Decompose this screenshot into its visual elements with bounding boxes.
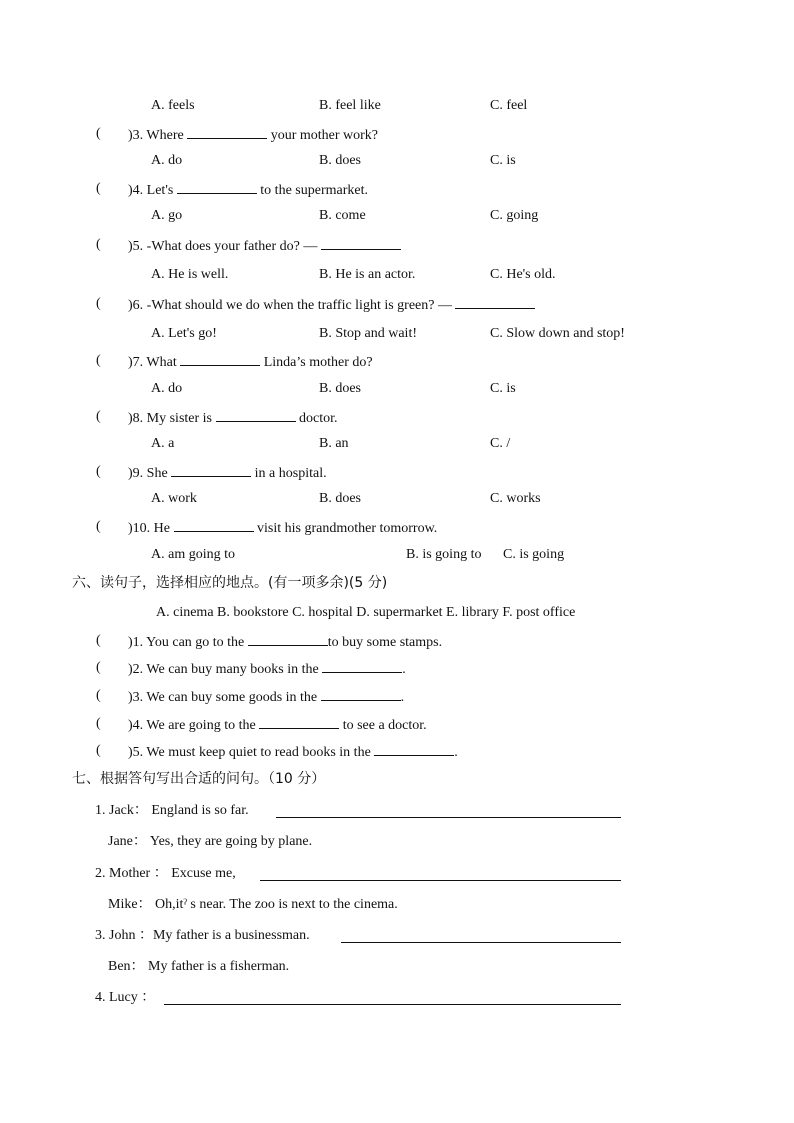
item-text: )3. We can buy some goods in the <box>128 690 318 705</box>
option-b: B. Stop and wait! <box>319 326 417 341</box>
answer-paren[interactable]: ( <box>96 519 101 534</box>
question-7 <box>128 353 373 371</box>
item-text: )4. We are going to the <box>128 718 256 733</box>
option-b: B. He is an actor. <box>319 267 416 282</box>
option-c: C. is going <box>503 547 565 562</box>
option-b: B. does <box>319 491 361 506</box>
q2-option-a: A. feels <box>151 98 195 113</box>
answer-paren[interactable]: ( <box>96 743 101 758</box>
dialogue-2-answer: Mike： Oh,itˀ s near. The zoo is next to the cinema. <box>108 897 398 912</box>
question-5 <box>128 237 401 255</box>
fill-blank[interactable] <box>374 743 454 756</box>
question-6 <box>128 296 535 314</box>
option-c: C. is <box>490 153 516 168</box>
item-text-end: . <box>454 745 458 760</box>
option-a: A. do <box>151 153 183 168</box>
option-c: C. works <box>490 491 541 506</box>
answer-paren[interactable]: ( <box>96 181 101 196</box>
option-c: C. Slow down and stop! <box>490 326 625 341</box>
option-a: A. He is well. <box>151 267 229 282</box>
dialogue-4-question: 4. Lucy ： <box>95 990 156 1005</box>
question-stem: )9. She <box>128 466 168 481</box>
section-7-title: 七、根据答句写出合适的问句。（10 分） <box>72 771 326 787</box>
section-6-title: 六、读句子，选择相应的地点。(有一项多余)(5 分) <box>72 575 388 591</box>
question-4 <box>128 181 368 199</box>
option-b: B. does <box>319 381 361 396</box>
fill-blank[interactable] <box>174 519 254 532</box>
answer-line[interactable] <box>276 817 621 818</box>
question-stem: )3. Where <box>128 128 184 143</box>
item-text-end: . <box>400 690 405 705</box>
item-text-end: . <box>402 662 406 677</box>
option-a: A. a <box>151 436 175 451</box>
answer-paren[interactable]: ( <box>96 660 101 675</box>
answer-paren[interactable]: ( <box>96 464 101 479</box>
question-stem: )7. What <box>128 355 177 370</box>
option-a: A. go <box>151 208 183 223</box>
option-b: B. does <box>319 153 361 168</box>
answer-paren[interactable]: ( <box>96 633 101 648</box>
dialogue-3-answer: Ben： My father is a fisherman. <box>108 959 290 974</box>
option-a: A. am going to <box>151 547 235 562</box>
fill-blank[interactable] <box>177 181 257 194</box>
option-b: B. an <box>319 436 349 451</box>
option-c: C. / <box>490 436 511 451</box>
item-text: )5. We must keep quiet to read books in the <box>128 745 371 760</box>
section-6-item-1 <box>128 633 442 651</box>
question-9 <box>128 464 327 482</box>
q2-option-c: C. feel <box>490 98 528 113</box>
question-stem: )4. Let's <box>128 183 174 198</box>
section-6-options: A. cinema B. bookstore C. hospital D. supermarket E. library F. post office <box>156 605 576 620</box>
dialogue-1-question: 1. Jack： England is so far. <box>95 803 249 818</box>
answer-line[interactable] <box>164 1004 621 1005</box>
answer-paren[interactable]: ( <box>96 237 101 252</box>
fill-blank[interactable] <box>187 126 267 139</box>
answer-paren[interactable]: ( <box>96 716 101 731</box>
question-stem-end: to the supermarket. <box>260 183 368 198</box>
item-text: )1. You can go to the <box>128 635 245 650</box>
option-a: A. work <box>151 491 197 506</box>
option-a: A. Let's go! <box>151 326 217 341</box>
item-text-end: to buy some stamps. <box>327 635 443 650</box>
question-3 <box>128 126 378 144</box>
option-c: C. is <box>490 381 516 396</box>
option-c: C. going <box>490 208 539 223</box>
question-stem-end: visit his grandmother tomorrow. <box>257 521 438 536</box>
dialogue-1-answer: Jane： Yes, they are going by plane. <box>108 834 313 849</box>
answer-paren[interactable]: ( <box>96 409 101 424</box>
section-6-item-5 <box>128 743 458 761</box>
question-8 <box>128 409 338 427</box>
fill-blank[interactable] <box>171 464 251 477</box>
option-b: B. is going to <box>406 547 482 562</box>
fill-blank[interactable] <box>321 688 401 701</box>
question-stem-end: Linda’s mother do? <box>263 355 373 370</box>
answer-paren[interactable]: ( <box>96 126 101 141</box>
fill-blank[interactable] <box>248 633 328 646</box>
answer-paren[interactable]: ( <box>96 353 101 368</box>
answer-paren[interactable]: ( <box>96 688 101 703</box>
q2-option-b: B. feel like <box>319 98 381 113</box>
question-10 <box>128 519 437 537</box>
question-stem: )5. -What does your father do? — <box>128 239 318 254</box>
item-text-end: to see a doctor. <box>342 718 427 733</box>
item-text: )2. We can buy many books in the <box>128 662 319 677</box>
option-a: A. do <box>151 381 183 396</box>
answer-paren[interactable]: ( <box>96 296 101 311</box>
question-stem: )8. My sister is <box>128 411 212 426</box>
section-6-item-2 <box>128 660 406 678</box>
option-b: B. come <box>319 208 366 223</box>
section-6-item-3 <box>128 688 404 706</box>
dialogue-2-question: 2. Mother ： Excuse me, <box>95 866 236 881</box>
question-stem: )6. -What should we do when the traffic light is green? — <box>128 298 452 313</box>
section-6-item-4 <box>128 716 427 734</box>
answer-line[interactable] <box>260 880 621 881</box>
question-stem: )10. He <box>128 521 170 536</box>
fill-blank[interactable] <box>216 409 296 422</box>
fill-blank[interactable] <box>322 660 402 673</box>
question-stem-end: doctor. <box>299 411 338 426</box>
answer-line[interactable] <box>341 942 621 943</box>
option-c: C. He's old. <box>490 267 556 282</box>
fill-blank[interactable] <box>180 353 260 366</box>
fill-blank[interactable] <box>455 296 535 309</box>
fill-blank[interactable] <box>321 237 401 250</box>
question-stem-end: your mother work? <box>270 128 379 143</box>
question-stem-end: in a hospital. <box>254 466 327 481</box>
dialogue-3-question: 3. John ：My father is a businessman. <box>95 928 310 943</box>
fill-blank[interactable] <box>259 716 339 729</box>
